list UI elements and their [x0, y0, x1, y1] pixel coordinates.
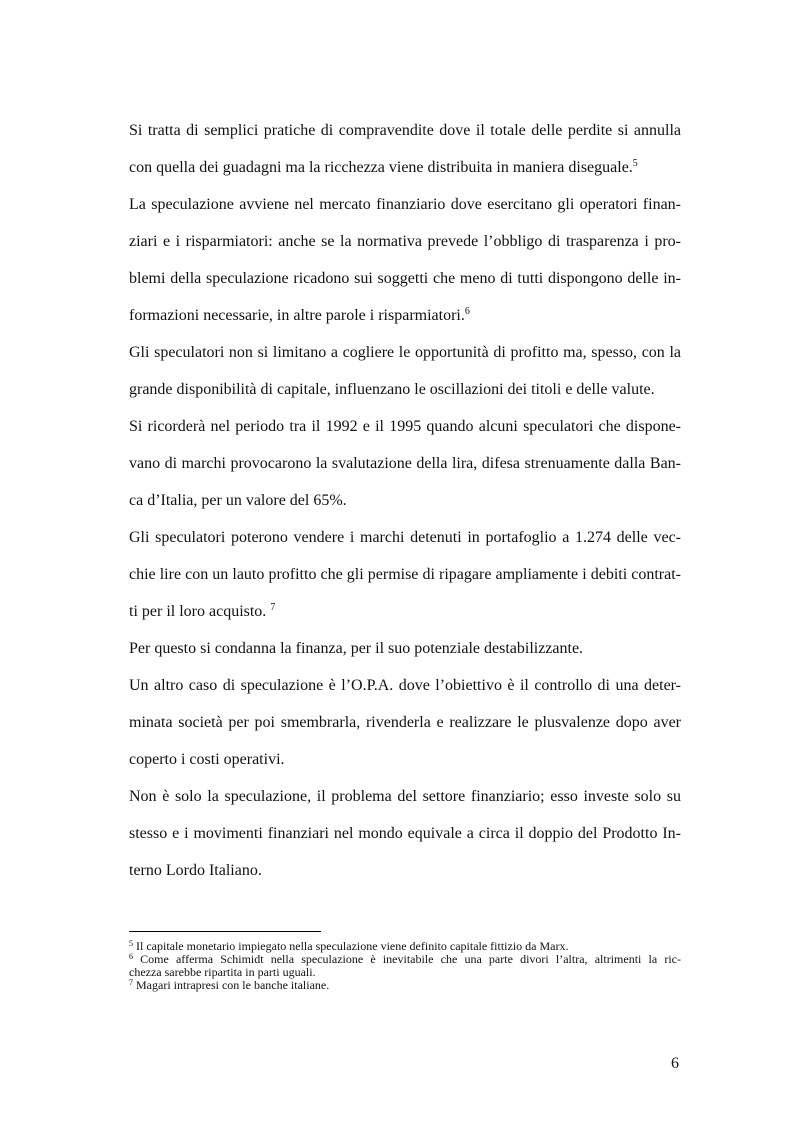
paragraph-8-line-1: Non è solo la speculazione, il problema del settore finanziario; esso investe solo su [129, 788, 681, 805]
footnote-7-number: 7 [129, 978, 133, 987]
footnote-5-number: 5 [129, 939, 133, 948]
footnote-6-number: 6 [129, 952, 133, 961]
footnote-ref-5: 5 [632, 158, 638, 169]
paragraph-5-line-1: Gli speculatori poterono vendere i marchi detenuti in portafoglio a 1.274 delle vec- [129, 529, 681, 546]
footnote-7: $^7$ Magari intrapresi con le banche italiane. [129, 978, 330, 992]
paragraph-5-line-2: chie lire con un lauto profitto che gli permise di ripagare ampliamente i debiti contrat- [129, 566, 681, 583]
page-number: 6 [671, 1055, 679, 1072]
paragraph-2-line-2: ziari e i risparmiatori: anche se la normativa prevede l’obbligo di trasparenza i pro- [129, 233, 681, 250]
paragraph-7-line-1: Un altro caso di speculazione è l’O.P.A. dove l’obiettivo è il controllo di una deter- [129, 677, 681, 694]
paragraph-3-line-1: Gli speculatori non si limitano a cogliere le opportunità di profitto ma, spesso, con la [129, 344, 681, 361]
footnote-ref-6: 6 [464, 306, 470, 317]
paragraph-8-line-2: stesso e i movimenti finanziari nel mondo equivale a circa il doppio del Prodotto In- [129, 825, 681, 842]
paragraph-8-line-3: terno Lordo Italiano. [129, 862, 262, 879]
paragraph-4-line-1: Si ricorderà nel periodo tra il 1992 e il 1995 quando alcuni speculatori che dispone- [129, 418, 681, 435]
paragraph-2-line-4: formazioni necessarie, in altre parole i risparmiatori.$^6$ [129, 306, 470, 324]
paragraph-4-line-3: ca d’Italia, per un valore del 65%. [129, 492, 347, 509]
footnote-ref-7: 7 [270, 602, 276, 613]
paragraph-7-line-3: coperto i costi operativi. [129, 751, 285, 768]
paragraph-1-line-1: Si tratta di semplici pratiche di compravendite dove il totale delle perdite si annulla [129, 122, 681, 139]
paragraph-7-line-2: minata società per poi smembrarla, rivenderla e realizzare le plusvalenze dopo aver [129, 714, 681, 731]
footnote-6-line-2: chezza sarebbe ripartita in parti uguali. [129, 965, 316, 979]
paragraph-6-line-1: Per questo si condanna la finanza, per il suo potenziale destabilizzante. [129, 640, 584, 657]
footnote-6-line-1: $^6$ Come afferma Schimidt nella speculazione è inevitabile che una parte divori l’altra, altrimenti la ric- [129, 952, 681, 966]
paragraph-2-line-3: blemi della speculazione ricadono sui soggetti che meno di tutti dispongono delle in- [129, 270, 681, 287]
paragraph-5-line-3: ti per il loro acquisto. $^7$ [129, 602, 276, 620]
paragraph-3-line-2: grande disponibilità di capitale, influenzano le oscillazioni dei titoli e delle valute. [129, 381, 655, 398]
paragraph-2-line-1: La speculazione avviene nel mercato finanziario dove esercitano gli operatori finan- [129, 196, 681, 213]
paragraph-4-line-2: vano di marchi provocarono la svalutazione della lira, difesa strenuamente dalla Ban- [129, 455, 681, 472]
footnote-5: $^5$ Il capitale monetario impiegato nella speculazione viene definito capitale fittizio da Marx. [129, 939, 569, 953]
paragraph-1-line-2: con quella dei guadagni ma la ricchezza viene distribuita in maniera diseguale.$^5$ [129, 158, 638, 176]
footnote-separator [129, 931, 321, 932]
